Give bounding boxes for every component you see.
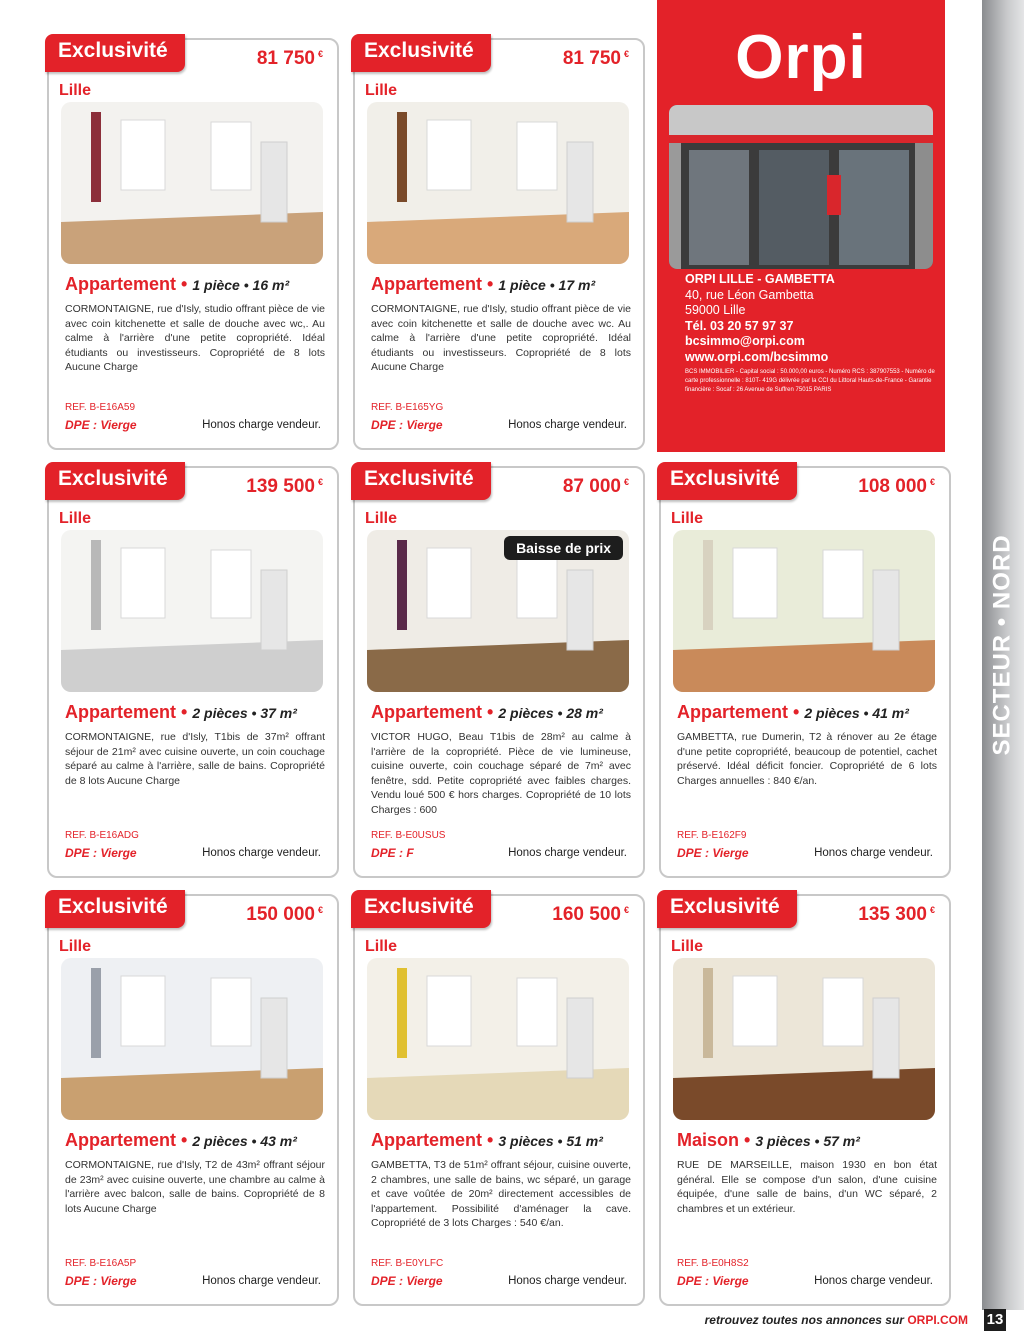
listing-price: 150 000 € [246, 904, 323, 925]
footer-brand-link[interactable]: ORPI.COM [907, 1313, 968, 1327]
listing-description: CORMONTAIGNE, rue d'Isly, T2 de 43m² offrant séjour de 23m² avec cuisine ouverte, une chambre au calme à l'arrière avec balcon, salle de bains. Copropriété de 8 lots Aucune Charge [65, 1159, 325, 1215]
listing-description: CORMONTAIGNE, rue d'Isly, T1bis de 37m² offrant séjour de 21m² avec cuisine ouverte, un coin couchage séparé au calme à l'arrière, salle de bains. Copropriété de 8 lots Aucune Charge [65, 731, 325, 787]
currency: € [317, 48, 323, 59]
exclusive-badge: Exclusivité [45, 462, 185, 500]
agency-panel [657, 0, 945, 452]
property-type: Appartement [65, 702, 177, 722]
currency: € [623, 904, 629, 915]
listing-price: 87 000 € [562, 476, 629, 497]
listing-city: Lille [59, 82, 92, 99]
listing-fees: Honos charge vendeur. [508, 419, 627, 431]
listing-dpe: DPE : Vierge [65, 846, 137, 860]
listing-price: 81 750 € [256, 48, 323, 69]
listing-fees: Honos charge vendeur. [814, 847, 933, 859]
page-number: 13 [984, 1309, 1006, 1331]
agency-legal: BCS IMMOBILIER - Capital social : 50.000,00 euros - Numéro RCS : 387907553 - Numéro de carte professionnelle : 810T- 419G délivrée par la CCI du Littoral Hauts-de-France - Garantie financière : Socaf : 26 Avenue de Suffren 75015 PARIS [685, 369, 935, 393]
listing-ref: REF. B-E16A5P [65, 1258, 137, 1269]
exclusive-badge: Exclusivité [351, 34, 491, 72]
price-drop-badge: Baisse de prix [504, 536, 623, 560]
separator: • [487, 274, 494, 294]
listing-price: 135 300 € [858, 904, 935, 925]
listing-photo[interactable] [367, 530, 629, 692]
sector-label: SECTEUR • NORD [989, 534, 1016, 756]
agency-name: ORPI LILLE - GAMBETTA [685, 272, 835, 286]
listing-description: CORMONTAIGNE, rue d'Isly, studio offrant pièce de vie avec coin kitchenette et salle de douche avec wc. Au calme à l'arrière d'une petite copropriété. Idéal étudiants ou investisseurs. Copropriété de 8 lots Aucune Charge [371, 303, 631, 373]
listing-price: 139 500 € [246, 476, 323, 497]
listing-dpe: DPE : Vierge [677, 846, 749, 860]
separator: • [487, 702, 494, 722]
listing-fees: Honos charge vendeur. [508, 1275, 627, 1287]
property-type: Appartement [65, 274, 177, 294]
footer-text: retrouvez toutes nos annonces sur [704, 1313, 904, 1327]
listing-dpe: DPE : F [371, 846, 414, 860]
footer [705, 1313, 968, 1327]
listing-photo[interactable] [367, 958, 629, 1120]
property-type: Appartement [371, 702, 483, 722]
property-type: Appartement [65, 1130, 177, 1150]
listing-ref: REF. B-E16A59 [65, 402, 136, 413]
separator: • [181, 1130, 188, 1150]
listing-title: Appartement • 2 pièces • 43 m² [65, 1130, 297, 1150]
rooms: 3 pièces [755, 1133, 811, 1149]
agency-phone[interactable]: Tél. 03 20 57 97 37 [685, 318, 794, 333]
area: 16 m² [252, 277, 290, 293]
currency: € [929, 476, 935, 487]
listing-photo[interactable] [673, 530, 935, 692]
rooms: 3 pièces [498, 1133, 554, 1149]
listing-ref: REF. B-E16ADG [65, 830, 139, 841]
listing-card[interactable] [47, 466, 339, 878]
exclusive-badge: Exclusivité [657, 890, 797, 928]
listing-title: Appartement • 2 pièces • 28 m² [371, 702, 603, 722]
exclusive-badge: Exclusivité [351, 890, 491, 928]
listing-card[interactable] [353, 38, 645, 450]
listing-photo[interactable] [367, 102, 629, 264]
rooms: 2 pièces [804, 705, 860, 721]
listing-fees: Honos charge vendeur. [202, 419, 321, 431]
listing-ref: REF. B-E0YLFC [371, 1258, 444, 1269]
listing-ref: REF. B-E0USUS [371, 830, 446, 841]
listing-dpe: DPE : Vierge [65, 418, 137, 432]
listing-ref: REF. B-E0H8S2 [677, 1258, 749, 1269]
listing-city: Lille [671, 510, 704, 527]
listing-description: CORMONTAIGNE, rue d'Isly, studio offrant pièce de vie avec coin kitchenette et salle de douche avec wc,. Au calme à l'arrière d'une petite copropriété. Idéal étudiants ou investisseurs. Copropriété de 8 lots Aucune Charge [65, 303, 325, 373]
listing-dpe: DPE : Vierge [65, 1274, 137, 1288]
listing-description: VICTOR HUGO, Beau T1bis de 28m² au calme à l'arrière de la copropriété. Pièce de vie lumineuse, cuisine ouverte, coin couchage séparé de 7m² avec fenêtre, sdd. Petite copropriété avec faibles charges. Vendu loué 500 € hors charges. Copropriété de 10 lots Charges : 600 [371, 731, 631, 816]
listing-city: Lille [671, 938, 704, 955]
agency-storefront-photo [669, 105, 933, 269]
rooms: 2 pièces [192, 705, 248, 721]
listing-card[interactable] [47, 38, 339, 450]
listing-city: Lille [365, 510, 398, 527]
listing-description: RUE DE MARSEILLE, maison 1930 en bon état général. Elle se compose d'un salon, d'une cuisine équipée, d'une salle de bains, d'un WC séparé, 2 chambres et un extérieur. [677, 1159, 937, 1215]
area: 28 m² [566, 705, 603, 721]
listing-ref: REF. B-E165YG [371, 402, 444, 413]
separator: • [181, 274, 188, 294]
currency: € [623, 476, 629, 487]
listing-price: 108 000 € [858, 476, 935, 497]
listing-title: Appartement • 2 pièces • 37 m² [65, 702, 297, 722]
listing-dpe: DPE : Vierge [371, 418, 443, 432]
rooms: 1 pièce [192, 277, 240, 293]
listing-city: Lille [365, 82, 398, 99]
listing-price: 160 500 € [552, 904, 629, 925]
listing-dpe: DPE : Vierge [371, 1274, 443, 1288]
listing-fees: Honos charge vendeur. [508, 847, 627, 859]
area: 17 m² [558, 277, 596, 293]
area: 51 m² [566, 1133, 603, 1149]
area: 37 m² [260, 705, 297, 721]
separator: • [181, 702, 188, 722]
exclusive-badge: Exclusivité [45, 34, 185, 72]
listing-fees: Honos charge vendeur. [202, 847, 321, 859]
listing-description: GAMBETTA, T3 de 51m² offrant séjour, cuisine ouverte, 2 chambres, une salle de bains, wc séparé, un garage et cave voûtée de 20m² directement accessibles de l'appartement. Possibilité d'aménager la cave. Copropriété de 3 lots Charges : 540 €/an. [371, 1159, 631, 1229]
currency: € [317, 476, 323, 487]
separator: • [487, 1130, 494, 1150]
currency: € [929, 904, 935, 915]
rooms: 2 pièces [498, 705, 554, 721]
area: 57 m² [823, 1133, 860, 1149]
agency-street: 40, rue Léon Gambetta [685, 287, 814, 302]
listing-photo[interactable] [61, 958, 323, 1120]
listing-dpe: DPE : Vierge [677, 1274, 749, 1288]
property-type: Appartement [371, 274, 483, 294]
exclusive-badge: Exclusivité [45, 890, 185, 928]
listing-title: Appartement • 1 pièce • 17 m² [371, 274, 596, 294]
separator: • [744, 1130, 751, 1150]
listing-fees: Honos charge vendeur. [814, 1275, 933, 1287]
listing-title: Appartement • 2 pièces • 41 m² [677, 702, 909, 722]
agency-website[interactable]: www.orpi.com/bcsimmo [685, 349, 829, 364]
area: 43 m² [260, 1133, 297, 1149]
listing-city: Lille [59, 510, 92, 527]
listing-city: Lille [365, 938, 398, 955]
agency-email[interactable]: bcsimmo@orpi.com [685, 334, 805, 348]
listing-title: Maison • 3 pièces • 57 m² [677, 1130, 860, 1150]
listing-card[interactable] [659, 894, 951, 1306]
listing-card[interactable] [47, 894, 339, 1306]
exclusive-badge: Exclusivité [657, 462, 797, 500]
rooms: 2 pièces [192, 1133, 248, 1149]
listing-card[interactable] [353, 466, 645, 878]
currency: € [317, 904, 323, 915]
listing-city: Lille [59, 938, 92, 955]
listing-photo[interactable] [61, 102, 323, 264]
property-type: Appartement [371, 1130, 483, 1150]
listing-photo[interactable] [673, 958, 935, 1120]
listing-description: GAMBETTA, rue Dumerin, T2 à rénover au 2e étage d'une petite copropriété, beaucoup de potentiel, cachet préservé. Idéal déficit foncier. Copropriété de 6 lots Charges annuelles : 840 €/an. [677, 731, 937, 787]
listing-title: Appartement • 3 pièces • 51 m² [371, 1130, 603, 1150]
property-type: Appartement [677, 702, 789, 722]
listing-price: 81 750 € [562, 48, 629, 69]
orpi-logo: Orpi [735, 23, 867, 92]
property-type: Maison [677, 1130, 740, 1150]
agency-contact [685, 272, 835, 365]
listing-ref: REF. B-E162F9 [677, 830, 747, 841]
currency: € [623, 48, 629, 59]
rooms: 1 pièce [498, 277, 546, 293]
separator: • [793, 702, 800, 722]
listing-card[interactable] [353, 894, 645, 1306]
listing-card[interactable] [659, 466, 951, 878]
agency-city: 59000 Lille [685, 303, 746, 317]
exclusive-badge: Exclusivité [351, 462, 491, 500]
listing-photo[interactable] [61, 530, 323, 692]
area: 41 m² [872, 705, 909, 721]
listing-title: Appartement • 1 pièce • 16 m² [65, 274, 290, 294]
listing-fees: Honos charge vendeur. [202, 1275, 321, 1287]
